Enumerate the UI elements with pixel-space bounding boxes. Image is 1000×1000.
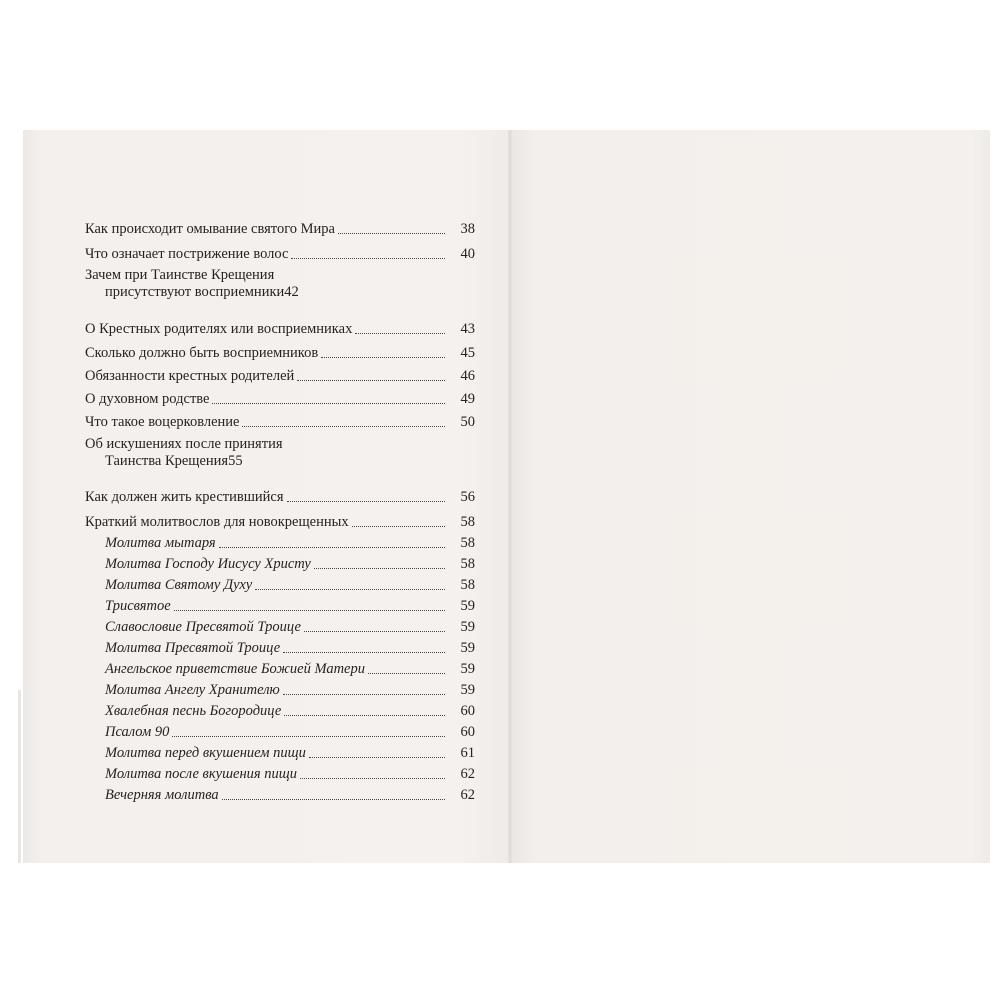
right-page xyxy=(510,130,990,863)
toc-prayer-title: Молитва Ангелу Хранителю xyxy=(105,682,280,698)
toc-prayer-entry xyxy=(85,678,475,699)
toc-entry-page: 49 xyxy=(460,391,475,407)
toc-prayer-page: 59 xyxy=(460,640,475,656)
dot-leader xyxy=(284,714,445,716)
toc-entry-title-line2: Таинства Крещения xyxy=(105,453,229,469)
toc-entry-title-line1: Зачем при Таинстве Крещения xyxy=(85,267,275,283)
toc-entry xyxy=(85,506,475,531)
dot-leader xyxy=(314,567,445,569)
dot-leader xyxy=(291,257,445,259)
toc-entry-title-line1: Об искушениях после принятия xyxy=(85,436,283,452)
toc-prayer-title: Трисвятое xyxy=(105,598,171,614)
toc-prayer-title: Ангельское приветствие Божией Матери xyxy=(105,661,365,677)
toc-entry-page: 43 xyxy=(460,321,475,337)
dot-leader xyxy=(255,588,445,590)
toc-entry xyxy=(85,408,475,431)
toc-entry xyxy=(85,338,475,362)
toc-entry xyxy=(85,312,475,338)
toc-entry-page: 50 xyxy=(460,414,475,430)
toc-prayer-entry xyxy=(85,552,475,573)
toc-entry-title: Как должен жить крестившийся xyxy=(85,489,284,505)
toc-entry-title-line2: присутствуют восприемники xyxy=(105,284,285,300)
toc-prayer-page: 59 xyxy=(460,661,475,677)
toc-entry-page: 58 xyxy=(460,514,475,530)
dot-leader xyxy=(297,379,445,381)
dot-leader xyxy=(300,777,445,779)
dot-leader xyxy=(222,798,445,800)
dot-leader xyxy=(321,356,445,358)
toc-prayer-page: 60 xyxy=(460,724,475,740)
toc-prayer-title: Вечерняя молитва xyxy=(105,787,219,803)
toc-prayer-entry xyxy=(85,699,475,720)
toc-prayer-entry xyxy=(85,783,475,804)
toc-entry xyxy=(85,362,475,385)
toc-prayer-title: Молитва Святому Духу xyxy=(105,577,253,593)
toc-entry-page: 40 xyxy=(460,246,475,262)
toc-entry xyxy=(85,431,475,481)
toc-entry-title: Как происходит омывание святого Мира xyxy=(85,221,335,237)
toc-entry-page: 42 xyxy=(284,284,299,300)
dot-leader xyxy=(355,332,445,334)
toc-prayer-entry xyxy=(85,636,475,657)
toc-prayer-entry xyxy=(85,741,475,762)
toc-entry-title: О Крестных родителях или восприемниках xyxy=(85,321,353,337)
toc-entry-page: 55 xyxy=(228,453,243,469)
toc-prayer-title: Молитва Господу Иисусу Христу xyxy=(105,556,311,572)
toc-entry xyxy=(85,481,475,506)
toc-prayer-entry xyxy=(85,657,475,678)
toc-entry xyxy=(85,213,475,238)
toc-entry-page: 46 xyxy=(460,368,475,384)
table-of-contents xyxy=(85,213,475,804)
dot-leader xyxy=(212,402,445,404)
dot-leader xyxy=(352,525,445,527)
dot-leader xyxy=(338,232,445,234)
toc-prayer-title: Молитва Пресвятой Троице xyxy=(105,640,281,656)
toc-prayer-page: 58 xyxy=(460,556,475,572)
toc-prayer-entry xyxy=(85,573,475,594)
toc-prayer-entry xyxy=(85,762,475,783)
toc-prayer-page: 58 xyxy=(460,535,475,551)
dot-leader xyxy=(242,425,445,427)
dot-leader xyxy=(172,735,445,737)
toc-prayer-title: Псалом 90 xyxy=(105,724,170,740)
toc-prayer-title: Славословие Пресвятой Троице xyxy=(105,619,301,635)
toc-prayer-page: 62 xyxy=(460,787,475,803)
toc-entry-title: Сколько должно быть восприемников xyxy=(85,345,319,361)
toc-entry-title: Обязанности крестных родителей xyxy=(85,368,295,384)
dot-leader xyxy=(287,500,445,502)
toc-prayer-entry xyxy=(85,531,475,552)
toc-entry-title: О духовном родстве xyxy=(85,391,210,407)
toc-prayer-entry xyxy=(85,594,475,615)
toc-prayer-page: 61 xyxy=(460,745,475,761)
toc-entry-page: 56 xyxy=(460,489,475,505)
toc-entry-page: 45 xyxy=(460,345,475,361)
toc-entry-title: Что означает пострижение волос xyxy=(85,246,289,262)
toc-entry xyxy=(85,385,475,408)
toc-prayer-title: Молитва перед вкушением пищи xyxy=(105,745,306,761)
toc-entry xyxy=(85,263,475,312)
toc-prayer-page: 59 xyxy=(460,619,475,635)
toc-prayer-page: 59 xyxy=(460,598,475,614)
toc-entry-title: Что такое воцерковление xyxy=(85,414,240,430)
dot-leader xyxy=(368,672,445,674)
toc-entry xyxy=(85,238,475,263)
toc-prayer-title: Молитва мытаря xyxy=(105,535,216,551)
toc-entry-title: Краткий молитвослов для новокрещенных xyxy=(85,514,349,530)
dot-leader xyxy=(174,609,445,611)
toc-prayer-entry xyxy=(85,720,475,741)
dot-leader xyxy=(309,756,445,758)
toc-prayer-page: 59 xyxy=(460,682,475,698)
toc-prayer-title: Хвалебная песнь Богородице xyxy=(105,703,282,719)
toc-prayer-page: 62 xyxy=(460,766,475,782)
dot-leader xyxy=(304,630,445,632)
dot-leader xyxy=(283,693,445,695)
dot-leader xyxy=(283,651,445,653)
toc-prayer-title: Молитва после вкушения пищи xyxy=(105,766,297,782)
toc-prayer-page: 60 xyxy=(460,703,475,719)
toc-entry-page: 38 xyxy=(460,221,475,237)
book-gutter xyxy=(508,130,512,863)
toc-prayer-page: 58 xyxy=(460,577,475,593)
dot-leader xyxy=(219,546,445,548)
page-edge xyxy=(18,690,21,863)
toc-prayer-entry xyxy=(85,615,475,636)
